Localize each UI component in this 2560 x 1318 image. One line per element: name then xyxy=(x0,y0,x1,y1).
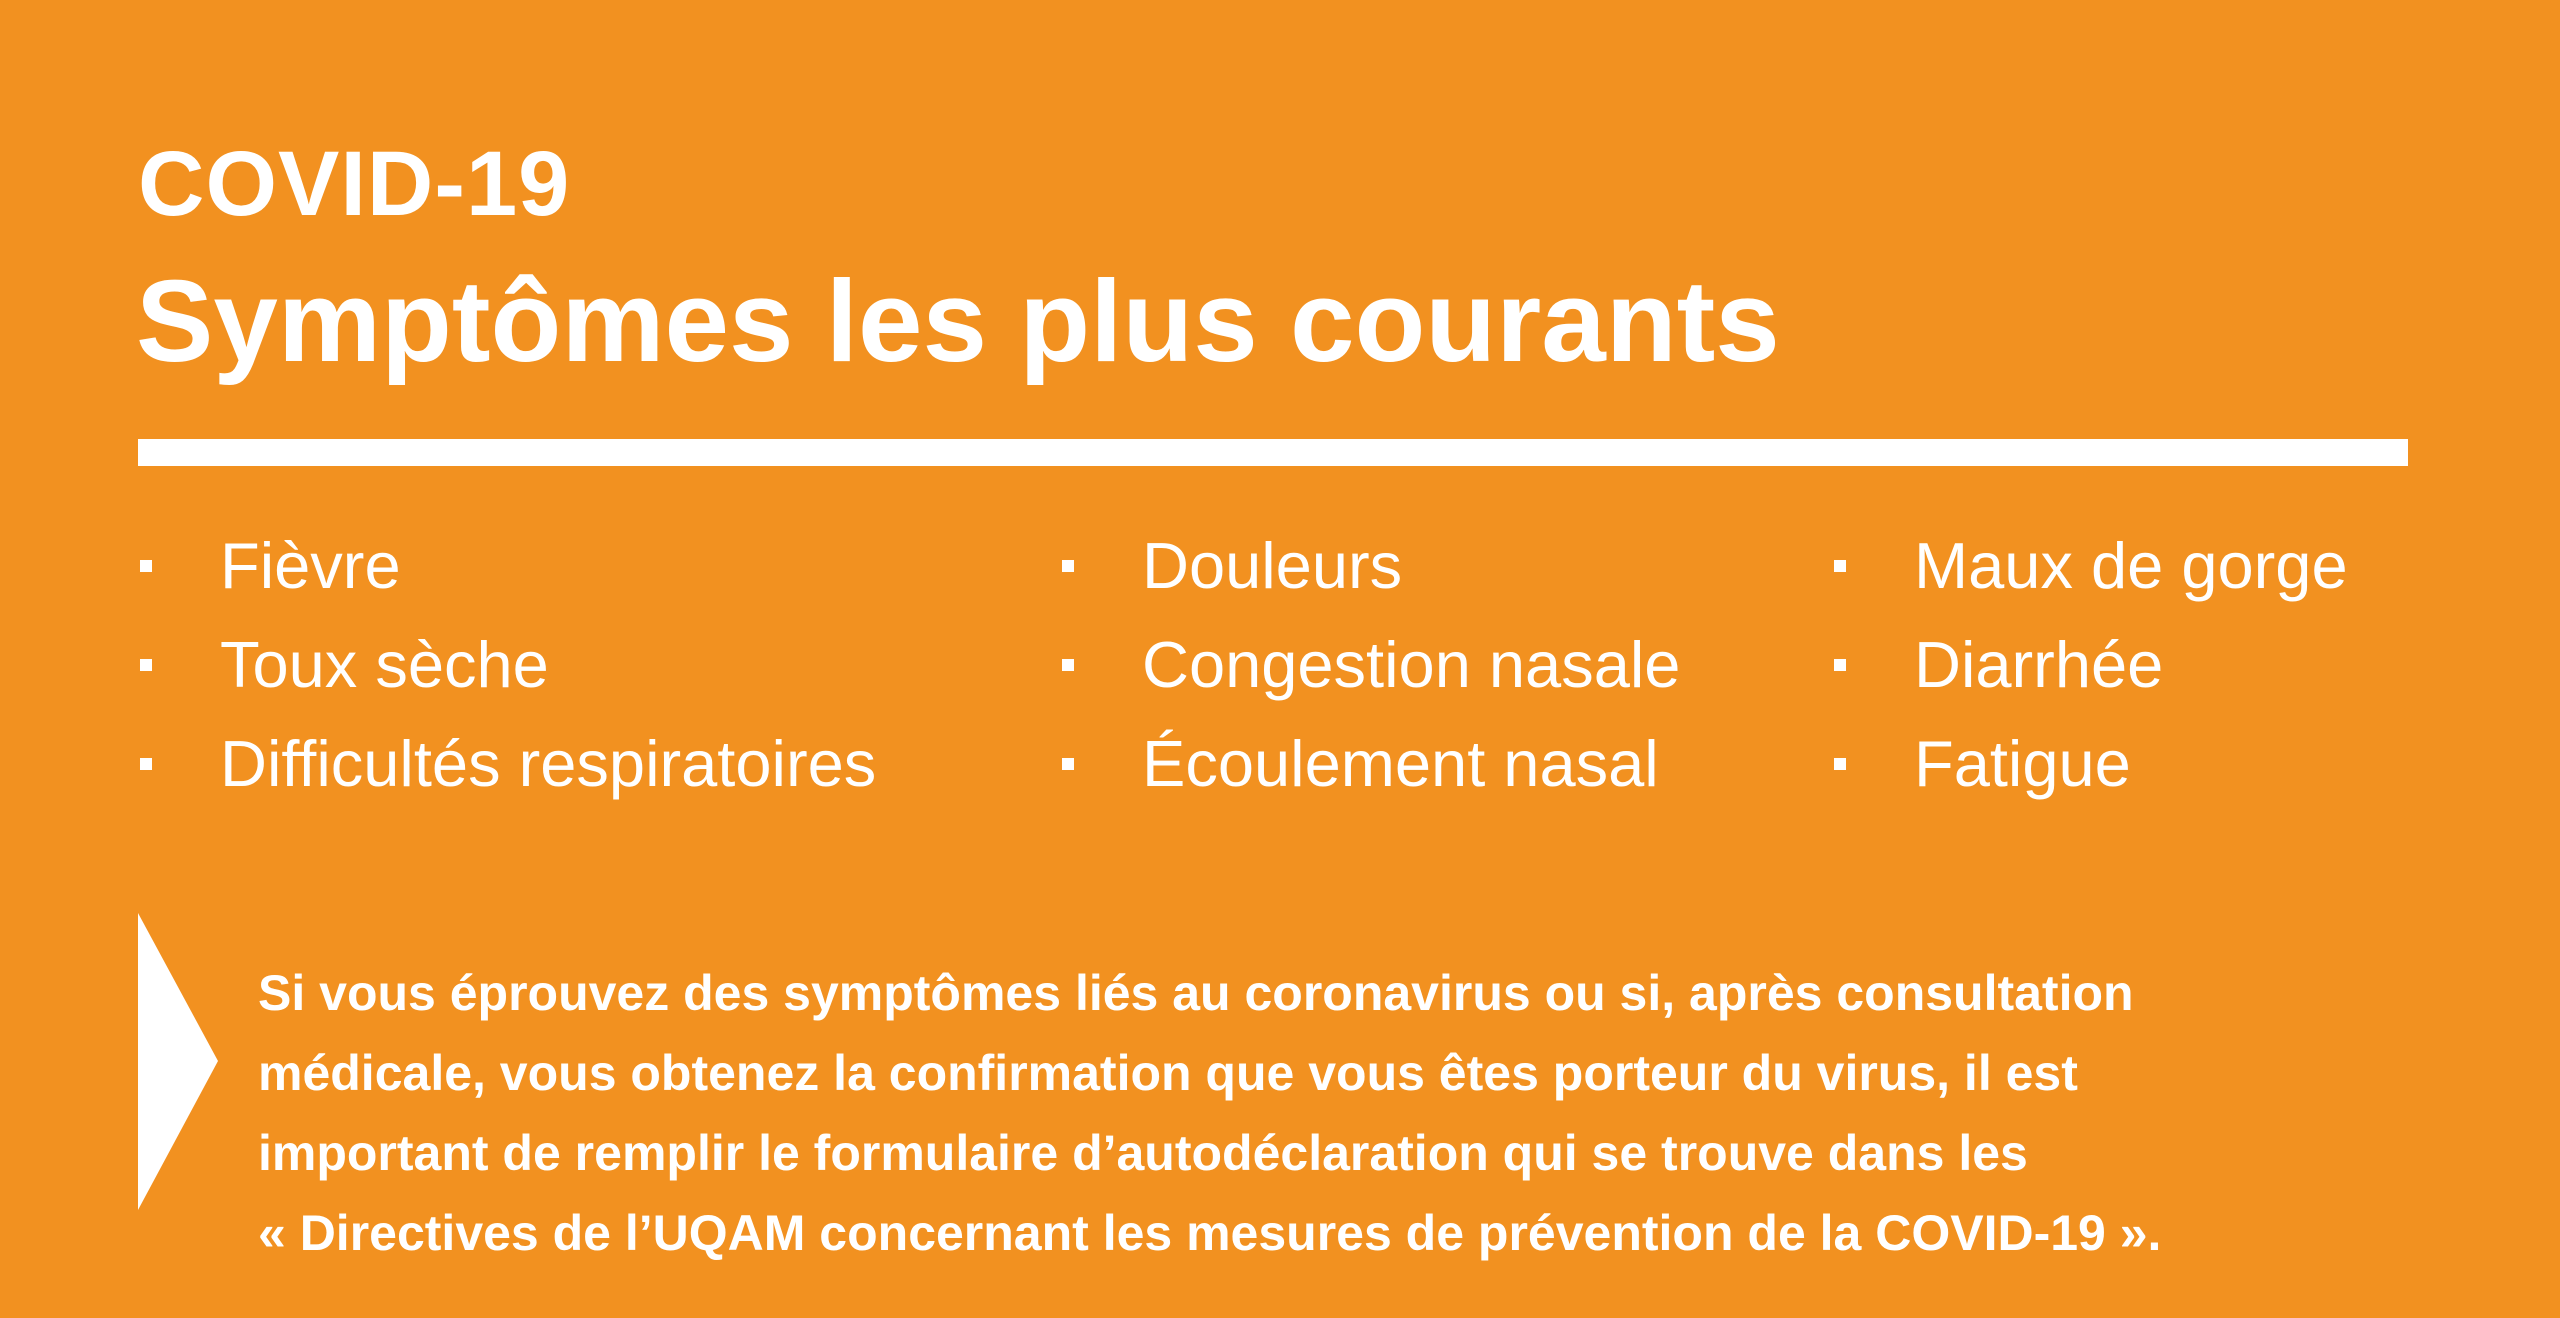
notice-line: Si vous éprouvez des symptômes liés au coronavirus ou si, après consultation xyxy=(258,965,2134,1021)
square-bullet-icon xyxy=(1834,560,1846,572)
triangle-arrow-icon xyxy=(138,913,218,1210)
square-bullet-icon xyxy=(1062,659,1074,671)
title-divider xyxy=(138,439,2408,466)
symptom-label: Fièvre xyxy=(220,529,401,602)
symptom-item xyxy=(1832,522,2348,621)
symptom-item xyxy=(1832,621,2348,720)
square-bullet-icon xyxy=(140,758,152,770)
symptom-label: Diarrhée xyxy=(1914,628,2164,701)
symptom-item xyxy=(138,621,876,720)
square-bullet-icon xyxy=(140,560,152,572)
symptom-item xyxy=(1832,720,2348,819)
square-bullet-icon xyxy=(1834,758,1846,770)
symptom-item xyxy=(138,720,876,819)
symptom-list-column-3 xyxy=(1832,522,2348,819)
symptom-list-column-2 xyxy=(1060,522,1680,819)
symptom-label: Difficultés respiratoires xyxy=(220,727,877,800)
square-bullet-icon xyxy=(140,659,152,671)
symptom-label: Congestion nasale xyxy=(1142,628,1681,701)
notice-line: médicale, vous obtenez la confirmation que vous êtes porteur du virus, il est xyxy=(258,1045,2078,1101)
symptom-label: Maux de gorge xyxy=(1914,529,2348,602)
square-bullet-icon xyxy=(1062,758,1074,770)
page-title: Symptômes les plus courants xyxy=(136,256,1780,386)
symptom-label: Douleurs xyxy=(1142,529,1403,602)
symptom-item xyxy=(1060,720,1680,819)
notice-paragraph xyxy=(258,953,2498,1273)
symptom-list-column-1 xyxy=(138,522,876,819)
symptom-item xyxy=(138,522,876,621)
symptom-item xyxy=(1060,621,1680,720)
symptom-label: Fatigue xyxy=(1914,727,2131,800)
symptom-label: Toux sèche xyxy=(220,628,549,701)
square-bullet-icon xyxy=(1062,560,1074,572)
notice-line: important de remplir le formulaire d’autodéclaration qui se trouve dans les xyxy=(258,1125,2028,1181)
symptom-label: Écoulement nasal xyxy=(1142,727,1659,800)
symptom-item xyxy=(1060,522,1680,621)
square-bullet-icon xyxy=(1834,659,1846,671)
page-heading: COVID-19 xyxy=(138,133,571,235)
notice-line: « Directives de l’UQAM concernant les mesures de prévention de la COVID-19 ». xyxy=(258,1205,2162,1261)
